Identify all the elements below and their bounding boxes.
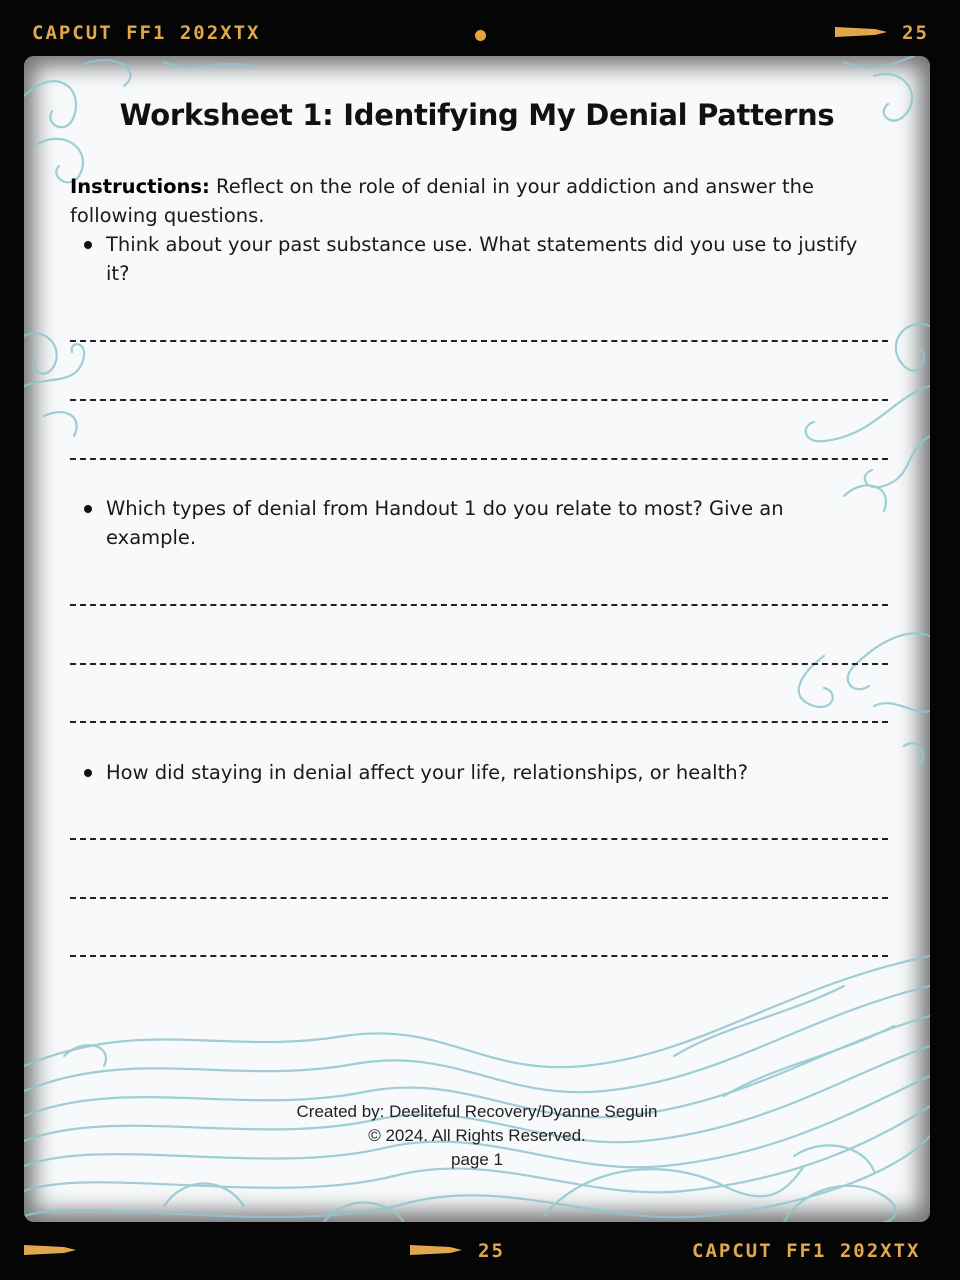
question-text: How did staying in denial affect your life, relationships, or health? [106, 761, 748, 784]
answer-line[interactable] [70, 604, 888, 606]
answer-line[interactable] [70, 838, 888, 840]
bullet-icon [84, 769, 92, 777]
instructions-text: Reflect on the role of denial in your addiction and answer the following questions. [70, 175, 815, 227]
film-arrow-icon [24, 1243, 76, 1257]
question-item [106, 758, 866, 787]
footer-credit: Created by: Deeliteful Recovery/Dyanne Seguin [296, 1102, 658, 1121]
question-item [106, 494, 866, 552]
bullet-icon [84, 505, 92, 513]
instructions-paragraph [70, 172, 870, 230]
worksheet-title: Worksheet 1: Identifying My Denial Patterns [119, 98, 835, 132]
question-text: Which types of denial from Handout 1 do you relate to most? Give an example. [106, 497, 784, 549]
worksheet-page [24, 56, 930, 1222]
answer-line[interactable] [70, 399, 888, 401]
overlay-bottom-center-counter: 25 [478, 1240, 505, 1262]
overlay-top-right-counter: 25 [902, 22, 929, 44]
question-text: Think about your past substance use. What statements did you use to justify it? [106, 233, 858, 285]
answer-line[interactable] [70, 340, 888, 342]
answer-line[interactable] [70, 721, 888, 723]
record-dot-icon [475, 30, 486, 41]
answer-line[interactable] [70, 458, 888, 460]
answer-line[interactable] [70, 955, 888, 957]
overlay-top-left-label: CAPCUT FF1 202XTX [32, 22, 261, 44]
footer-page-number: page 1 [451, 1150, 503, 1169]
answer-line[interactable] [70, 663, 888, 665]
film-arrow-icon [410, 1243, 462, 1257]
page-footer [24, 1100, 930, 1172]
bullet-icon [84, 241, 92, 249]
question-item [106, 230, 866, 288]
film-arrow-icon [835, 25, 887, 39]
instructions-label: Instructions: [70, 175, 210, 198]
overlay-bottom-right-label: CAPCUT FF1 202XTX [692, 1240, 921, 1262]
answer-line[interactable] [70, 897, 888, 899]
footer-copyright: © 2024. All Rights Reserved. [368, 1126, 586, 1145]
